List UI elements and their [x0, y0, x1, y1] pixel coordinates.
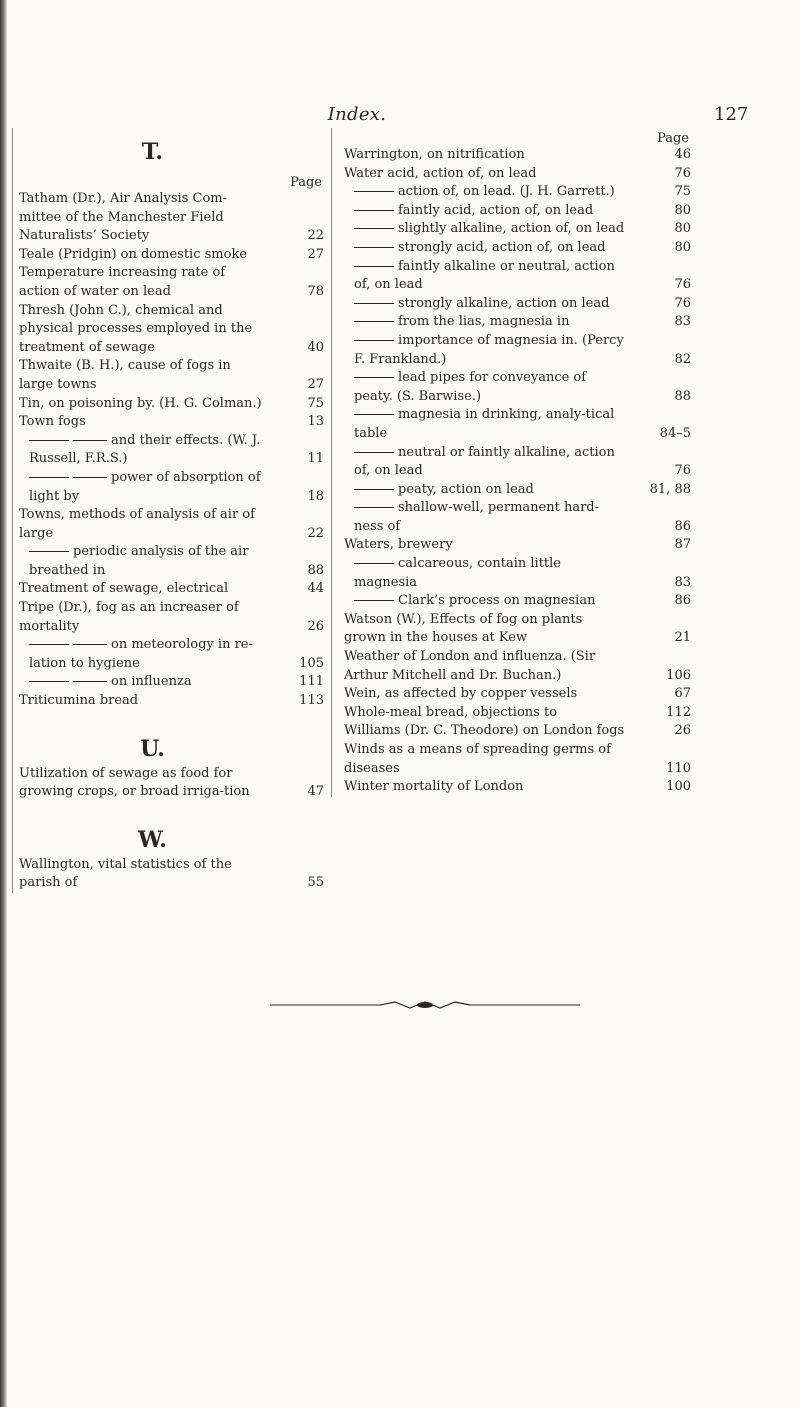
index-entry-page: 88 [674, 388, 691, 404]
index-entry [19, 190, 326, 246]
index-column-left [12, 128, 326, 893]
book-binding-edge [0, 0, 7, 1407]
ditto-rule [29, 440, 69, 441]
ditto-rule [73, 477, 107, 478]
index-entry-text: Tripe (Dr.), fog as an increaser of mortality [19, 600, 239, 634]
index-entry-page: 75 [674, 184, 691, 200]
index-entry-text: Watson (W.), Effects of fog on plants grown in the houses at Kew [344, 611, 583, 646]
ditto-rule [29, 551, 69, 552]
index-entry [19, 246, 326, 265]
ditto-rule [29, 477, 69, 478]
index-entry-text: Teale (Pridgin) on domestic smoke [19, 246, 248, 262]
ditto-rule [73, 681, 107, 682]
index-entry [344, 499, 693, 536]
index-entry-text: Warrington, on nitrification [344, 147, 525, 162]
index-entry-page: 44 [307, 581, 324, 597]
index-entry-text: Weather of London and influenza. (Sir Arthur Mitchell and Dr. Buchan.) [344, 649, 596, 683]
index-entry-text: on meteorology in re-lation to hygiene [29, 637, 253, 671]
index-entry-text: Utilization of sewage as food for growing crops, or broad irriga-tion [19, 765, 250, 800]
ditto-rule [354, 247, 394, 248]
ditto-rule [29, 681, 69, 682]
index-entry-text: action of, on lead. (J. H. Garrett.) [398, 184, 615, 200]
index-entry [344, 239, 693, 258]
index-entry [344, 704, 693, 723]
index-entry-page: 82 [674, 351, 691, 367]
index-entry-page: 78 [307, 283, 324, 299]
index-entry [19, 599, 326, 636]
index-entry-text: faintly acid, action of, on lead [398, 202, 594, 218]
index-entry [344, 555, 693, 592]
index-entry-page: 27 [307, 246, 324, 262]
index-entry [344, 741, 693, 778]
index-entry [344, 481, 693, 500]
index-entry [344, 592, 693, 611]
index-entry [344, 295, 693, 314]
index-entry-page: 83 [674, 314, 691, 330]
index-entry-text: Waters, brewery [344, 537, 453, 553]
index-entry [344, 685, 693, 704]
index-entry [344, 332, 693, 369]
index-entry-text: slightly alkaline, action of, on lead [398, 221, 625, 237]
page-number: 127 [714, 104, 749, 125]
ditto-rule [354, 303, 394, 304]
index-entry-text: Winter mortality of London [344, 779, 524, 795]
index-entry [344, 648, 693, 685]
index-entry [344, 165, 693, 184]
ditto-rule [73, 644, 107, 645]
index-entry [344, 313, 693, 332]
page-column-heading: Page [290, 175, 322, 190]
index-entry-text: Thresh (John C.), chemical and physical processes employed in the treatment of sewage [19, 302, 253, 355]
ditto-rule [29, 644, 69, 645]
index-entry-page: 76 [674, 295, 691, 311]
index-entry-text: periodic analysis of the air breathed in [29, 544, 249, 578]
index-entry [344, 220, 693, 239]
index-entry-page: 80 [674, 221, 691, 237]
index-entry-text: and their effects. (W. J. Russell, F.R.S.) [29, 432, 261, 467]
index-entry-text: shallow-well, permanent hard-ness of [354, 500, 600, 534]
index-entry [19, 469, 326, 506]
index-entry-page: 76 [674, 277, 691, 293]
index-entry-text: lead pipes for conveyance of peaty. (S. Barwise.) [354, 370, 587, 404]
index-entry-page: 80 [674, 239, 691, 255]
index-entry-page: 13 [307, 414, 324, 430]
index-entry-page: 111 [299, 674, 324, 690]
section-letter: U. [140, 735, 165, 762]
index-entry-page: 86 [674, 518, 691, 534]
index-entry-text: peaty, action on lead [398, 481, 534, 497]
index-entry-page: 112 [666, 704, 691, 720]
section-letter: T. [141, 139, 164, 165]
index-column-right [331, 128, 693, 797]
index-entry-text: faintly alkaline or neutral, action of, on lead [354, 258, 615, 293]
index-entry-text: Tin, on poisoning by. (H. G. Colman.) [19, 395, 262, 411]
index-entry-text: Temperature increasing rate of action of water on lead [19, 265, 226, 299]
index-entry-page: 40 [307, 339, 324, 355]
index-entry [19, 357, 326, 394]
index-entry-page: 26 [674, 723, 691, 739]
ditto-rule [73, 440, 107, 441]
ditto-rule [354, 266, 394, 267]
index-entry-page: 113 [299, 693, 324, 709]
index-entry-text: importance of magnesia in. (Percy F. Frankland.) [354, 332, 624, 367]
index-entry [19, 413, 326, 432]
index-entry-page: 18 [307, 488, 324, 504]
index-entry-page: 87 [674, 537, 691, 553]
index-entry-page: 26 [307, 618, 324, 634]
index-entry [344, 611, 693, 648]
index-entry-page: 27 [307, 376, 324, 392]
index-entry-page: 81, 88 [649, 481, 691, 497]
index-entry [344, 258, 693, 295]
index-entry [19, 264, 326, 301]
index-entry [19, 302, 326, 358]
index-entry [344, 406, 693, 443]
ditto-rule [354, 507, 394, 508]
end-ornament [270, 1000, 580, 1010]
ditto-rule [354, 563, 394, 564]
index-entry [19, 765, 326, 802]
index-entry-text: neutral or faintly alkaline, action of, on lead [354, 444, 615, 479]
index-entry [344, 202, 693, 221]
index-entry [19, 506, 326, 543]
ditto-rule [354, 321, 394, 322]
index-entry-text: Water acid, action of, on lead [344, 165, 537, 181]
index-entry [344, 536, 693, 555]
index-entry [344, 722, 693, 741]
index-entry [19, 692, 326, 711]
index-entry-text: Thwaite (B. H.), cause of fogs in large towns [19, 358, 231, 392]
index-entry [19, 580, 326, 599]
index-entry-page: 76 [674, 165, 691, 181]
index-entry-text: power of absorption of light by [29, 469, 261, 504]
ditto-rule [354, 210, 394, 211]
index-entry-text: strongly alkaline, action on lead [398, 295, 610, 311]
index-entry-page: 88 [307, 562, 324, 578]
ditto-rule [354, 489, 394, 490]
index-entry [344, 444, 693, 481]
index-entry-text: on influenza [111, 674, 192, 690]
index-entry [19, 543, 326, 580]
ditto-rule [354, 452, 394, 453]
index-entry-text: Wein, as affected by copper vessels [344, 686, 578, 702]
index-entry-text: Whole-meal bread, objections to [344, 704, 558, 720]
index-entry-text: Treatment of sewage, electrical [19, 581, 229, 597]
index-entry-page: 22 [307, 228, 324, 244]
index-entry-page: 55 [307, 875, 324, 891]
index-entry-text: Triticumina bread [19, 693, 139, 709]
index-entry-page: 84–5 [659, 425, 691, 441]
index-entry-text: calcareous, contain little magnesia [354, 556, 561, 590]
index-entry-page: 47 [307, 784, 324, 800]
index-entry-text: magnesia in drinking, analy-tical table [354, 407, 615, 441]
section-letter: W. [138, 826, 167, 853]
ditto-rule [354, 414, 394, 415]
index-entry-page: 67 [674, 686, 691, 702]
index-entry-text: Town fogs [19, 414, 86, 430]
index-entry-page: 21 [674, 630, 691, 646]
index-entry-page: 22 [307, 525, 324, 541]
page-column-heading: Page [657, 131, 689, 146]
index-entry [19, 856, 326, 893]
index-entry-text: Clark’s process on magnesian [398, 593, 596, 609]
index-entry-page: 105 [299, 655, 324, 671]
ditto-rule [354, 191, 394, 192]
index-entry-text: strongly acid, action of, on lead [398, 239, 606, 255]
index-entry-page: 106 [666, 667, 691, 683]
index-entry-text: Towns, methods of analysis of air of large [19, 507, 255, 541]
index-entry-page: 75 [307, 395, 324, 411]
index-entry-page: 86 [674, 593, 691, 609]
ditto-rule [354, 377, 394, 378]
index-entry-page: 46 [674, 147, 691, 162]
index-entry [344, 369, 693, 406]
index-entry-page: 110 [666, 760, 691, 776]
index-entry [19, 395, 326, 414]
index-entry-text: Winds as a means of spreading germs of diseases [344, 742, 611, 776]
ditto-rule [354, 600, 394, 601]
index-entry-page: 80 [674, 202, 691, 218]
index-entry-text: Tatham (Dr.), Air Analysis Com-mittee of the Manchester Field Naturalists’ Society [19, 191, 227, 244]
index-entry-page: 76 [674, 463, 691, 479]
ditto-rule [354, 228, 394, 229]
index-entry-text: Williams (Dr. C. Theodore) on London fogs [344, 723, 625, 739]
index-entry [344, 146, 693, 165]
index-entry [344, 778, 693, 797]
index-entry [19, 432, 326, 469]
ditto-rule [354, 340, 394, 341]
index-entry-text: from the lias, magnesia in [398, 314, 570, 330]
index-entry-page: 11 [307, 451, 324, 467]
index-entry-page: 83 [674, 574, 691, 590]
index-entry-text: Wallington, vital statistics of the parish of [19, 856, 232, 891]
index-entry [344, 183, 693, 202]
index-entry-page: 100 [666, 779, 691, 795]
index-entry [19, 673, 326, 692]
running-head-title: Index. [327, 104, 387, 125]
index-entry [19, 636, 326, 673]
